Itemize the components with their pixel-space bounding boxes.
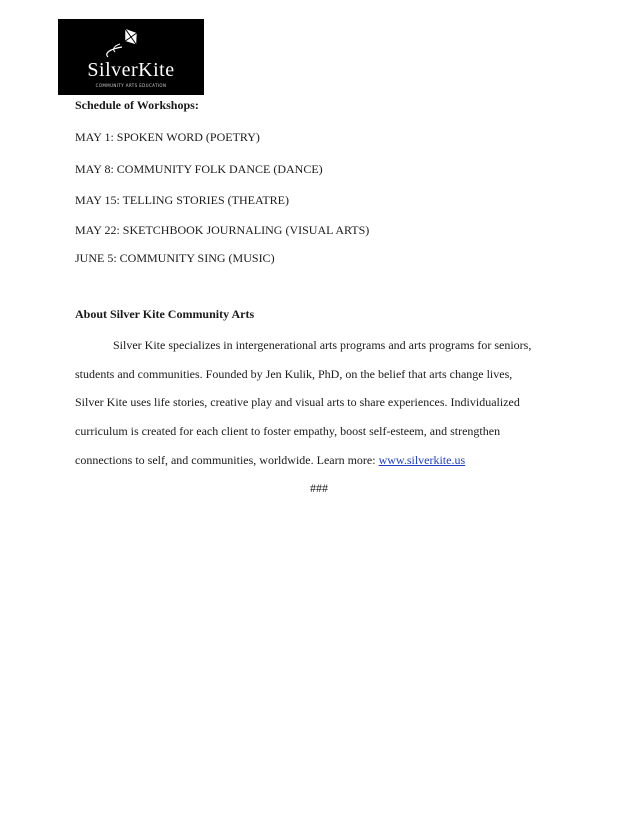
about-paragraph-line (75, 453, 465, 468)
schedule-item: MAY 8: COMMUNITY FOLK DANCE (DANCE) (75, 162, 323, 176)
schedule-heading: Schedule of Workshops: (75, 98, 199, 112)
logo-tagline: COMMUNITY ARTS EDUCATION (95, 83, 167, 88)
schedule-item: JUNE 5: COMMUNITY SING (MUSIC) (75, 251, 275, 265)
end-mark: ### (310, 481, 328, 495)
about-paragraph-text: connections to self, and communities, worldwide. Learn more: (75, 453, 379, 467)
silverkite-logo (58, 19, 204, 95)
about-paragraph-line: Silver Kite specializes in intergenerational arts programs and arts programs for seniors, (113, 338, 532, 352)
schedule-item: MAY 1: SPOKEN WORD (POETRY) (75, 130, 260, 144)
website-link[interactable]: www.silverkite.us (378, 453, 466, 467)
logo-name: SilverKite (87, 59, 175, 81)
schedule-item: MAY 22: SKETCHBOOK JOURNALING (VISUAL ARTS) (75, 223, 370, 237)
about-paragraph-line: curriculum is created for each client to foster empathy, boost self-esteem, and strengthen (75, 424, 501, 438)
about-paragraph-line: Silver Kite uses life stories, creative play and visual arts to share experiences. Individualized (75, 395, 520, 409)
schedule-item: MAY 15: TELLING STORIES (THEATRE) (75, 193, 289, 207)
about-heading: About Silver Kite Community Arts (75, 307, 255, 321)
about-paragraph-line: students and communities. Founded by Jen Kulik, PhD, on the belief that arts change lives, (75, 367, 513, 381)
